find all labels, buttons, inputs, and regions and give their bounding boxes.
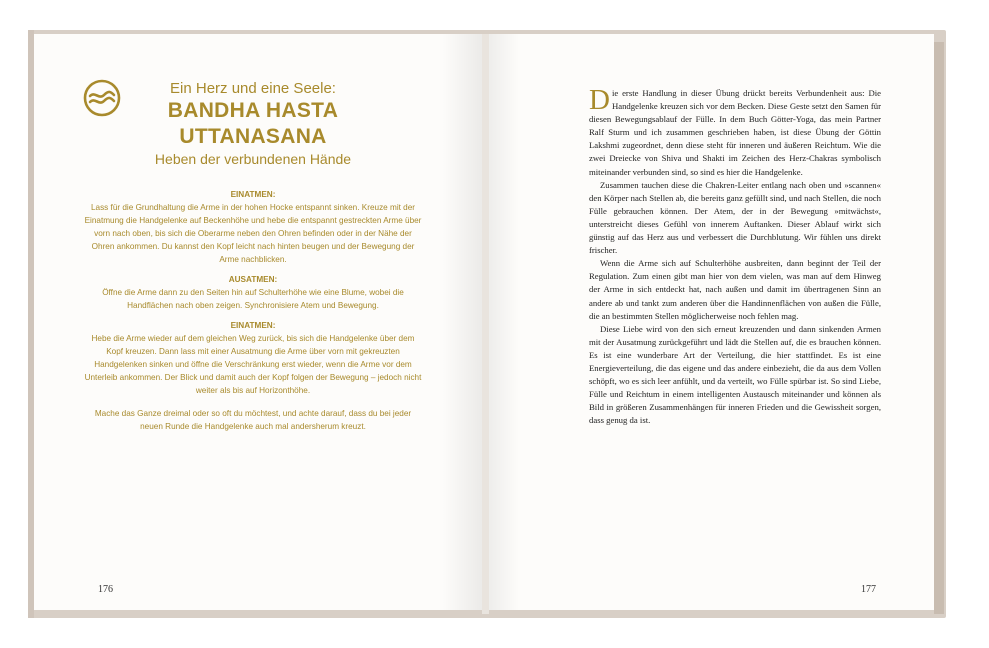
section-label: EINATMEN: <box>230 321 276 330</box>
section-text: Mache das Ganze dreimal oder so oft du möchtest, und achte darauf, dass du bei jeder neuen Runde die Handgelenke auch mal andersherum kreuzt. <box>94 409 412 431</box>
drop-cap: D <box>589 84 610 116</box>
paragraph: Die erste Handlung in dieser Übung drückt bereits Verbundenheit aus: Die Handgelenke kreuzen sich vor dem Becken. Diese Geste setzt den Samen für diesen Bewegungsablauf der Fülle. In dem Buch Götter-Yoga, das mein Partner Ralf Sturm und ich zusammen geschrieben haben, ist diese Übung der Göttin Lakshmi zugeordnet, denn diese steht für inneren und äußeren Reichtum. Wie die zwei Dreiecke von Shiva und Shakti im Zeichen des Herz-Chakras symbolisch miteinander verbunden sind, so sind es hier die Handgelenke. <box>589 84 881 177</box>
section-text: Hebe die Arme wieder auf dem gleichen Weg zurück, bis sich die Handgelenke über dem Kopf kreuzen. Dann lass mit einer Ausatmung die Arme über vorn mit gekreuzten Handgelenken sinken und öffne die Verschränkung erst wieder, wenn die Arme vor dem Unterleib ankommen. Der Blick und damit auch der Kopf folgen der Bewegung – jedoch nicht weiter als bis auf Horizonthöhe. <box>84 334 422 395</box>
open-book <box>28 30 946 618</box>
instructions <box>84 188 422 440</box>
paragraph: Wenn die Arme sich auf Schulterhöhe ausbreiten, dann beginnt der Teil der Regulation. Zum einen gibt man hier von dem vielen, was man auf dem Hinweg der Arme in sich entdeckt hat, nach außen und damit im übertragenen Sinn an andere ab und tankt zum anderen über die Handinnenflächen von außen die Fülle, die an bestimmten Stellen möglicherweise noch fehlen mag. <box>589 258 881 321</box>
instruction-section <box>84 273 422 312</box>
exercise-title: BANDHA HASTA UTTANASANA <box>167 99 339 148</box>
section-label: EINATMEN: <box>230 190 276 199</box>
left-page <box>34 34 482 610</box>
instruction-section <box>84 319 422 397</box>
hands-wave-icon <box>83 79 121 117</box>
page-number-left: 176 <box>98 584 113 595</box>
section-text: Öffne die Arme dann zu den Seiten hin auf Schulterhöhe wie eine Blume, wobei die Handflächen nach oben zeigen. Synchronisiere Atem und Bewegung. <box>102 288 404 310</box>
body-text <box>589 84 881 427</box>
section-text: Lass für die Grundhaltung die Arme in der hohen Hocke entspannt sinken. Kreuze mit der Einatmung die Handgelenke auf Beckenhöhe und hebe die entspannt gestreckten Arme über vorn nach oben, bis sich die Oberarme neben den Ohren befinden oder in der Nähe der Ohren ankommen. Du kannst den Kopf leicht nach hinten beugen und der Bewegung der Arme nachblicken. <box>84 203 422 264</box>
paragraph: Zusammen tauchen diese die Chakren-Leiter entlang nach oben und »scannen« den Körper nach Stellen ab, die bereits ganz gefüllt sind, und nach Stellen, die noch Fülle gebrauchen können. Der Atem, der in der Bewegung »mitwächst«, unterstreicht dieses Gefühl von innerem Auftanken. Dieser Ablauf wirkt sich günstig auf das Herz aus und verbessert die Durchblutung. Wir fühlen uns direkt frischer. <box>589 179 881 256</box>
instruction-section <box>84 407 422 433</box>
page-number-right: 177 <box>861 584 876 595</box>
right-page <box>489 34 934 610</box>
heading-subtitle-top: Ein Herz und eine Seele: <box>170 80 336 97</box>
heading-subtitle-bottom: Heben der verbundenen Hände <box>154 151 352 167</box>
book-gutter <box>482 34 489 614</box>
instruction-section <box>84 188 422 266</box>
section-label: AUSATMEN: <box>228 275 278 284</box>
right-page-edge <box>934 42 944 614</box>
exercise-heading <box>118 80 388 168</box>
paragraph: Diese Liebe wird von den sich erneut kreuzenden und dann sinkenden Armen mit der Ausatmung zurückgeführt und lädt die Stellen auf, die es brauchen können. Es ist eine wunderbare Art der Verteilung, die hier stattfindet. Es ist eine Energieverteilung, die das eigene und das andere einbezieht, die da aus dem Vollen schöpft, wo es sich leer anfühlt, und da verteilt, wo Fülle spürbar ist. So sind Liebe, Fülle und Reichtum in einem intelligenten Austausch miteinander und können als Bild in größeren Zusammenhängen für inneren Frieden und die Gewissheit sorgen, dass genug da ist. <box>589 323 881 426</box>
